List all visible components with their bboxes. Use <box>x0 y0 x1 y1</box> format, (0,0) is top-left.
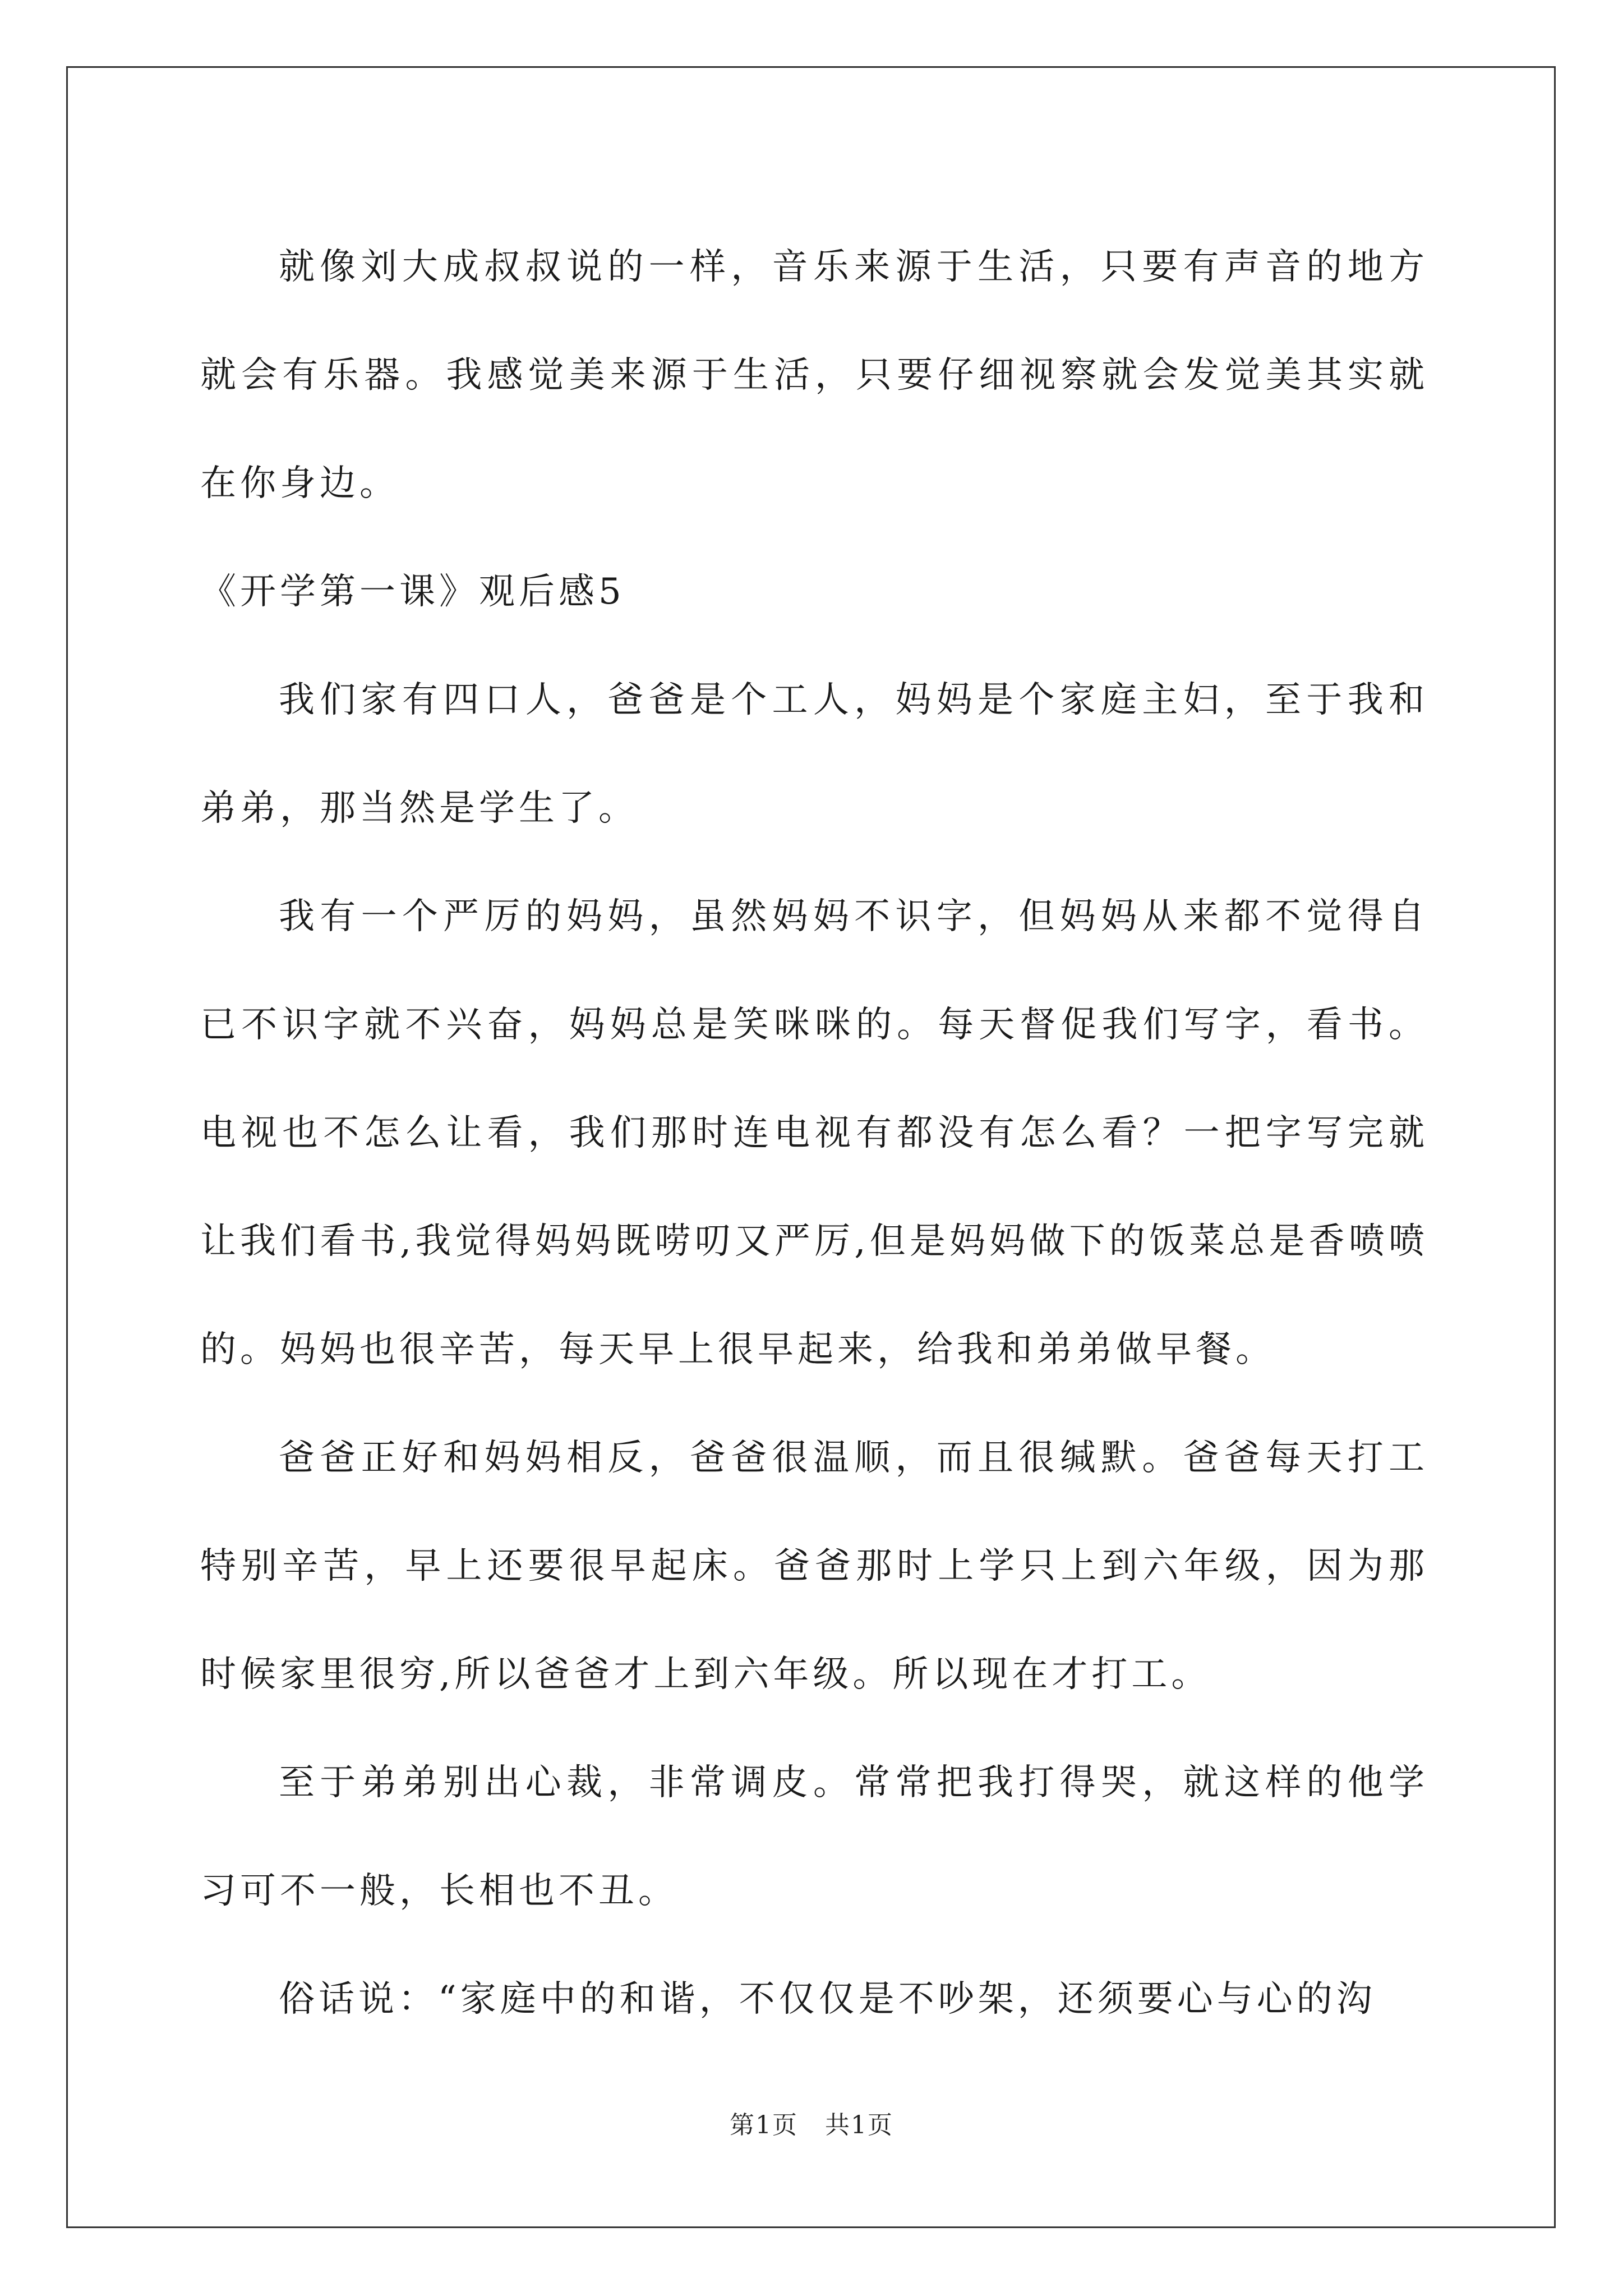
page-number-current: 第1页 <box>730 2111 798 2139</box>
page-footer <box>0 2105 1623 2141</box>
paragraph-proverb: 俗话说：“家庭中的和谐，不仅仅是不吵架，还须要心与心的沟 <box>279 1978 1376 2020</box>
paragraph-father: 爸爸正好和妈妈相反，爸爸很温顺，而且很缄默。爸爸每天打工特别辛苦，早上还要很早起床。爸爸那时上学只上到六年级，因为那时候家里很穷,所以爸爸才上到六年级。所以现在才打工。 <box>200 1437 1428 1695</box>
page-number-total: 共1页 <box>825 2111 893 2139</box>
paragraph-mother: 我有一个严厉的妈妈，虽然妈妈不识字，但妈妈从来都不觉得自已不识字就不兴奋，妈妈总是笑咪咪的。每天督促我们写字，看书。电视也不怎么让看，我们那时连电视有都没有怎么看？一把字写完就让我们看书,我觉得妈妈既唠叨又严厉,但是妈妈做下的饭菜总是香喷喷的。妈妈也很辛苦，每天早上很早起来，给我和弟弟做早餐。 <box>200 896 1428 1370</box>
paragraph-brother: 至于弟弟别出心裁，非常调皮。常常把我打得哭，就这样的他学习可不一般，长相也不丑。 <box>200 1762 1428 1912</box>
section-heading: 《开学第一课》观后感5 <box>200 571 625 613</box>
paragraph-family-intro: 我们家有四口人，爸爸是个工人，妈妈是个家庭主妇，至于我和弟弟，那当然是学生了。 <box>200 679 1428 829</box>
document-body <box>200 213 1428 2054</box>
paragraph-music-source: 就像刘大成叔叔说的一样，音乐来源于生活，只要有声音的地方就会有乐器。我感觉美来源于生活，只要仔细视察就会发觉美其实就在你身边。 <box>200 246 1428 504</box>
